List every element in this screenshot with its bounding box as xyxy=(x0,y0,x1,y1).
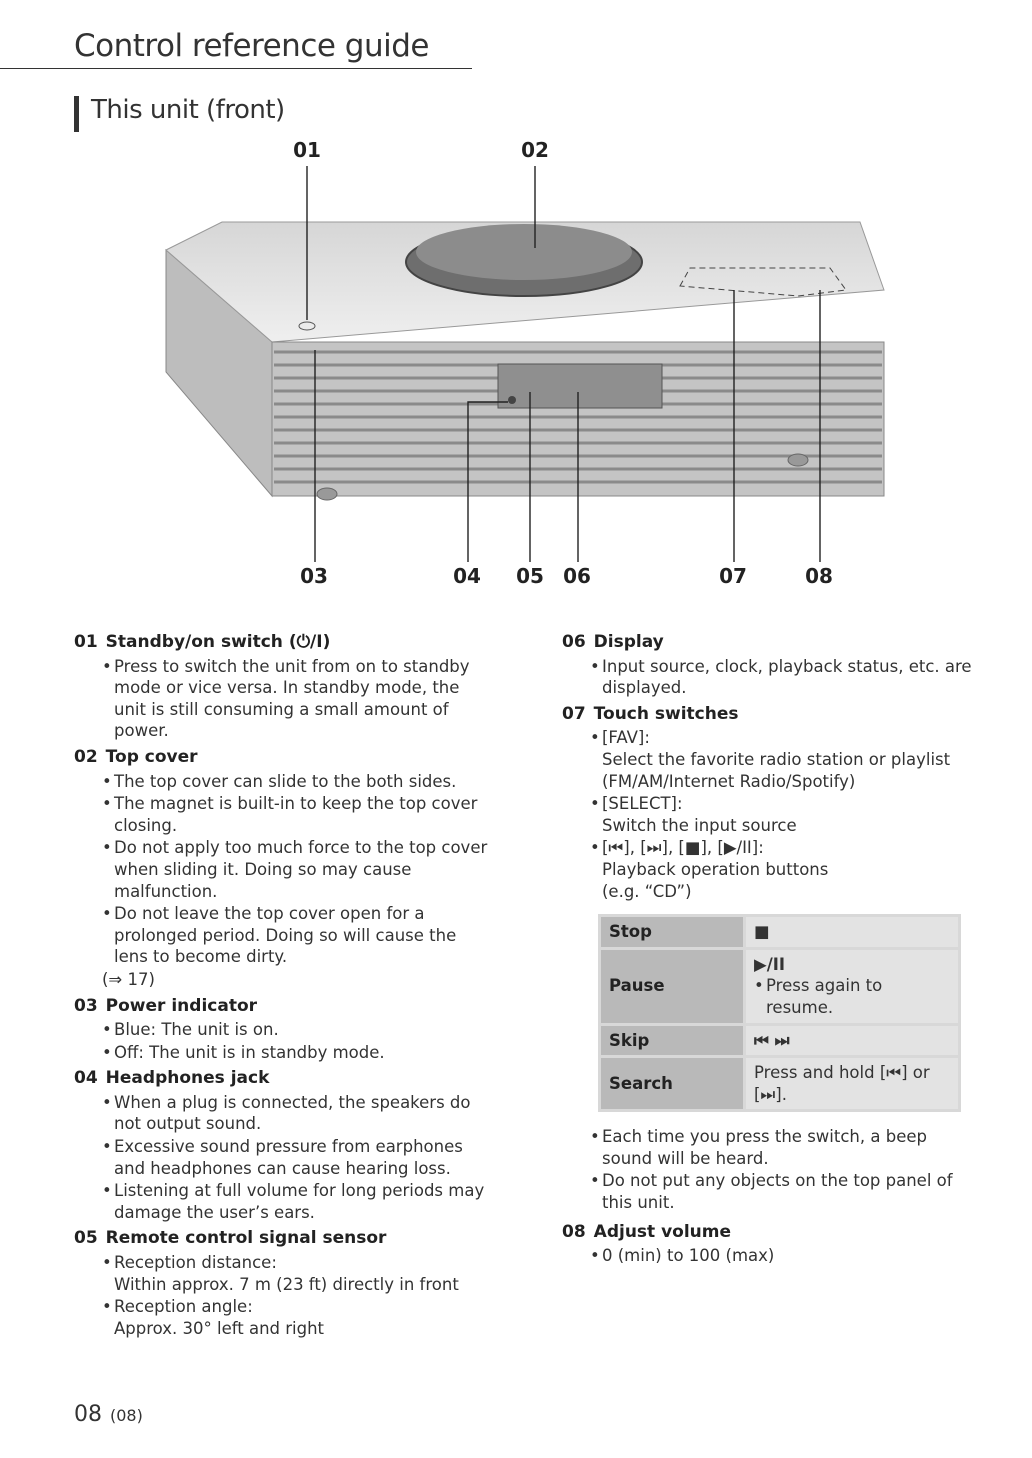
op-key: Pause xyxy=(601,950,743,1023)
headphones-jack xyxy=(508,396,516,404)
bullet: • Press to switch the unit from on to standby mode or vice versa. In standby mode, the unit is still consuming a small amount of power. xyxy=(102,656,494,742)
display-window xyxy=(498,364,662,408)
bullet: • The top cover can slide to the both sides. xyxy=(102,771,494,793)
op-value: ▶/II xyxy=(754,954,785,974)
section-title: This unit (front) xyxy=(91,95,285,125)
item-title: Display xyxy=(593,632,664,652)
item-number: 02 xyxy=(74,746,98,767)
item-title: Power indicator xyxy=(105,995,258,1016)
item-01 xyxy=(74,632,494,742)
bullet: • [⏮], [⏭], [■], [▶/II]: Playback operation buttons (e.g. “CD”) xyxy=(590,837,982,902)
bullet: • Input source, clock, playback status, etc. are displayed. xyxy=(590,656,982,699)
bullet: • Excessive sound pressure from earphones and headphones can cause hearing loss. xyxy=(102,1136,494,1179)
bullet: • Do not apply too much force to the top cover when sliding it. Doing so may cause malfunction. xyxy=(102,837,494,902)
bullet: • Off: The unit is in standby mode. xyxy=(102,1042,494,1064)
bullet: • Do not put any objects on the top panel of this unit. xyxy=(590,1170,982,1213)
callout-06: 06 xyxy=(563,564,591,588)
foot-left xyxy=(317,488,337,500)
op-value: Press and hold [⏮] or [⏭]. xyxy=(746,1058,958,1109)
bullet: • 0 (min) to 100 (max) xyxy=(590,1245,982,1267)
item-03 xyxy=(74,996,494,1064)
table-row xyxy=(601,1026,958,1056)
bullet: • Each time you press the switch, a beep sound will be heard. xyxy=(590,1126,982,1169)
top-cover-inner xyxy=(416,224,632,280)
item-02 xyxy=(74,747,494,991)
callout-05: 05 xyxy=(516,564,544,588)
callout-01: 01 xyxy=(293,138,321,162)
item-05 xyxy=(74,1228,494,1339)
item-title: Adjust volume xyxy=(593,1221,732,1242)
bullet: • Do not leave the top cover open for a prolonged period. Doing so will cause the lens to become dirty. xyxy=(102,903,494,968)
item-number: 06 xyxy=(562,632,586,652)
callout-04: 04 xyxy=(453,564,481,588)
callout-02: 02 xyxy=(521,138,549,162)
item-06 xyxy=(562,632,982,699)
op-note: • Press again to resume. xyxy=(754,976,883,1017)
unit-front-illustration xyxy=(0,0,1032,600)
bullet: • Blue: The unit is on. xyxy=(102,1019,494,1041)
callout-07: 07 xyxy=(719,564,747,588)
left-column xyxy=(74,632,494,1344)
bullet: • Reception angle: Approx. 30° left and right xyxy=(102,1296,494,1339)
item-08 xyxy=(562,1222,982,1267)
item-title: Remote control signal sensor xyxy=(105,1228,387,1249)
op-key: Search xyxy=(601,1058,743,1109)
table-row xyxy=(601,1058,958,1109)
bullet: • Listening at full volume for long periods may damage the user’s ears. xyxy=(102,1180,494,1223)
page-title: Control reference guide xyxy=(74,28,429,64)
foot-right xyxy=(788,454,808,466)
bullet: • Reception distance: Within approx. 7 m (23 ft) directly in front xyxy=(102,1252,494,1295)
item-title: Standby/on switch (⏻/I) xyxy=(105,632,331,652)
item-number: 05 xyxy=(74,1228,98,1249)
bullet: • [SELECT]: Switch the input source xyxy=(590,793,982,836)
page-reference: (⇒ 17) xyxy=(102,969,155,989)
op-key: Skip xyxy=(601,1026,743,1056)
item-title: Headphones jack xyxy=(105,1068,270,1089)
item-07 xyxy=(562,704,982,1214)
table-row xyxy=(601,950,958,1023)
right-column xyxy=(562,632,982,1272)
playback-operation-table xyxy=(598,914,961,1112)
op-value: ■ xyxy=(746,917,958,947)
callout-03: 03 xyxy=(300,564,328,588)
item-number: 01 xyxy=(74,632,98,652)
item-title: Touch switches xyxy=(593,703,739,724)
item-number: 07 xyxy=(562,703,586,724)
bullet: • When a plug is connected, the speakers do not output sound. xyxy=(102,1092,494,1135)
item-number: 08 xyxy=(562,1221,586,1242)
table-row xyxy=(601,917,958,947)
bullet: • [FAV]: Select the favorite radio station or playlist (FM/AM/Internet Radio/Spotify) xyxy=(590,727,982,792)
page-number: 08 (08) xyxy=(74,1402,143,1427)
op-key: Stop xyxy=(601,917,743,947)
item-04 xyxy=(74,1068,494,1223)
page-number-sub: (08) xyxy=(110,1406,143,1425)
item-number: 03 xyxy=(74,995,98,1016)
item-number: 04 xyxy=(74,1068,98,1089)
item-title: Top cover xyxy=(105,746,198,767)
callout-08: 08 xyxy=(805,564,833,588)
op-value: ⏮ ⏭ xyxy=(746,1026,958,1056)
bullet: • The magnet is built-in to keep the top cover closing. xyxy=(102,793,494,836)
